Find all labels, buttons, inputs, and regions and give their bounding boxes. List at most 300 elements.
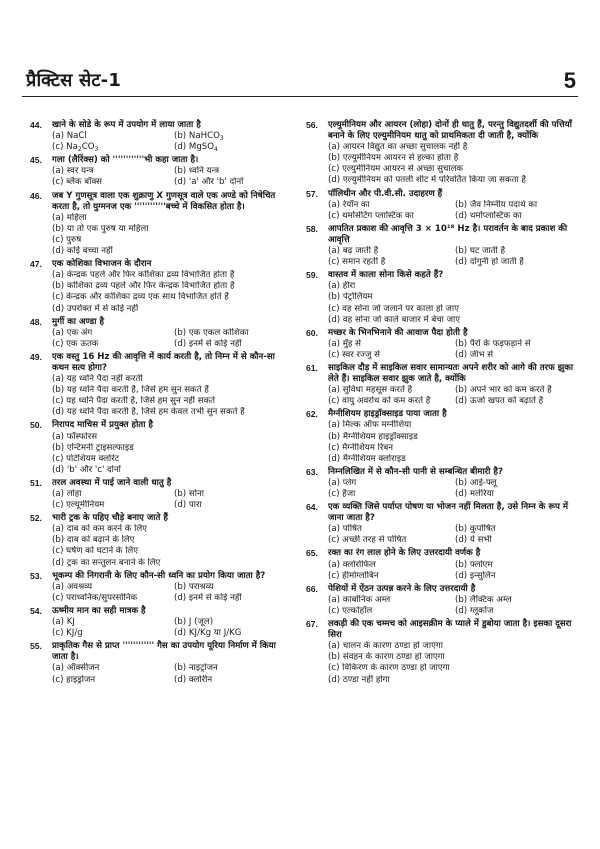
question-block (306, 224, 578, 268)
question-number: 63. (306, 466, 318, 477)
option-item (455, 560, 578, 571)
option-label: (a) (328, 559, 340, 570)
option-label: (b) (455, 385, 468, 396)
option-label: (c) (328, 210, 340, 221)
option-label: (a) (328, 281, 340, 292)
option-text: थर्मोसेटिंग प्लास्टिक का (342, 210, 414, 221)
option-label: (d) (174, 177, 187, 188)
option-text: अवश्रव्य (66, 581, 93, 592)
option-label: (a) (52, 581, 64, 592)
option-text: संवहन के कारण ठण्डा हो जाएगा (342, 652, 445, 663)
option-text: ये सभी (469, 535, 492, 546)
option-label: (a) (328, 246, 340, 257)
option-label: (d) (52, 464, 65, 475)
options-list (328, 478, 578, 500)
options-list (52, 489, 292, 511)
options-list (52, 270, 292, 314)
option-text: यह ध्वनि पैदा नहीं करती (66, 374, 143, 385)
option-label: (d) (455, 257, 468, 268)
question-block (306, 467, 578, 500)
option-item (328, 350, 451, 361)
option-text: केन्द्रक पहले और फिर कोशिका द्रव्य विभाजित होता है (66, 270, 235, 281)
option-item (328, 663, 578, 674)
option-text: एक एकल कोशिका (188, 327, 249, 338)
option-label: (d) (328, 175, 341, 186)
option-item (52, 304, 292, 315)
question-block (30, 120, 292, 153)
option-text: पोटेशियम क्लोरेट (66, 453, 120, 464)
option-item (174, 339, 292, 350)
page-title: प्रैक्टिस सेट-1 (26, 70, 122, 91)
option-item (174, 142, 292, 153)
option-text: इनमें से कोई नहीं (188, 592, 242, 603)
question-number: 52. (30, 513, 42, 524)
option-label: (a) (52, 270, 64, 281)
question-block (306, 120, 578, 187)
option-item (455, 200, 578, 211)
option-text: महिला (66, 212, 87, 223)
option-label: (a) (328, 142, 340, 153)
option-label: (b) (174, 327, 187, 338)
option-label: (b) (174, 166, 187, 177)
option-text: फ्लोएम (469, 559, 493, 570)
options-list (328, 385, 578, 407)
option-item (328, 432, 578, 443)
option-label: (d) (455, 349, 468, 360)
option-item (52, 328, 170, 339)
option-item (174, 489, 292, 500)
option-item (52, 432, 292, 443)
option-item (52, 500, 170, 511)
option-label: (d) (174, 674, 187, 685)
options-list (328, 142, 578, 186)
question-number: 56. (306, 120, 318, 130)
options-list (328, 246, 578, 268)
option-label: (d) (455, 605, 468, 616)
option-item (328, 246, 451, 257)
option-text: कोई बच्चा नहीं (66, 246, 113, 257)
options-list (52, 374, 292, 418)
option-item (174, 500, 292, 511)
option-text: KJ/Kg या J/KG (188, 628, 242, 639)
option-text: मलेरिया (469, 489, 494, 499)
option-label: (a) (52, 327, 64, 338)
option-text: हीरा (342, 281, 356, 292)
question-text: मुर्गी का अण्डा है (52, 316, 105, 327)
option-label: (c) (328, 396, 340, 407)
question-text: पेशियों में ऐंठन उत्पन्न करने के लिए उत्तरदायी है (328, 583, 476, 594)
question-number: 67. (306, 619, 318, 630)
option-item (455, 385, 578, 396)
question-text: तरल अवस्था में पाई जाने वाली धातु है (52, 477, 172, 488)
option-label: (b) (328, 652, 341, 663)
option-text: ग्लूकोज (469, 605, 494, 616)
option-text: कुपोषित (469, 524, 496, 535)
options-list (328, 420, 578, 464)
option-text: स्वर यन्त्र (66, 166, 94, 177)
option-label: (c) (52, 142, 64, 153)
question-number: 54. (30, 605, 42, 616)
option-item (52, 443, 292, 454)
question-block (30, 155, 292, 188)
option-label: (d) (174, 628, 187, 639)
option-text: घर्षण को घटाने के लिए (66, 546, 138, 557)
left-column (30, 120, 292, 688)
option-text: इन्सुलिन (469, 570, 496, 581)
option-label: (c) (52, 453, 64, 464)
option-label: (a) (52, 663, 64, 674)
question-text: प्राकृतिक गैस से प्राप्त '''''''''''' गैस का उपयोग यूरिया निर्माण में किया जाता है। (52, 641, 276, 663)
option-item (52, 535, 292, 546)
option-item (52, 465, 292, 476)
question-number: 51. (30, 477, 42, 488)
question-number: 62. (306, 409, 318, 420)
question-text: साइकिल दौड़ में साइकिल सवार सामान्यतः अपने शरीर को आगे की तरफ झुका लेते हैं। साइकिल सवार झुक जाते है, क्योंकि (328, 362, 574, 385)
option-text: प्लेग (342, 477, 357, 488)
option-text: अपने भार को कम करते है (469, 385, 552, 396)
option-item (328, 595, 451, 606)
option-text: वह सोना जो जलाने पर काला हो जाए (342, 303, 459, 314)
question-block (30, 191, 292, 258)
option-item (174, 166, 292, 177)
option-label: (d) (174, 592, 187, 603)
option-subscript: 2 (77, 146, 82, 154)
option-item (174, 628, 292, 639)
options-list (52, 524, 292, 568)
option-label: (b) (174, 581, 187, 592)
question-number: 48. (30, 316, 42, 327)
option-text: जीभ से (469, 349, 494, 360)
option-item (52, 675, 170, 686)
question-number: 45. (30, 155, 42, 166)
option-item (328, 675, 578, 686)
question-block (30, 478, 292, 511)
option-text: मैग्नीशियम क्लोराइड (342, 453, 406, 464)
option-text: हाइड्रोजन (66, 674, 96, 685)
option-label: (b) (52, 281, 65, 292)
question-number: 46. (30, 190, 42, 201)
option-label: (b) (52, 535, 65, 546)
option-item (52, 546, 292, 557)
option-label: (c) (52, 177, 64, 188)
option-text: आई-फ्लू (469, 477, 497, 488)
option-label: (b) (52, 223, 65, 234)
option-label: (b) (455, 559, 468, 570)
option-text: नाइट्रोजन (188, 663, 218, 674)
option-label: (c) (328, 257, 340, 268)
option-item (52, 142, 170, 153)
option-text: पारा (188, 500, 202, 511)
option-label: (a) (328, 477, 340, 488)
option-text: J (जूल) (188, 617, 214, 628)
option-label: (a) (52, 131, 64, 142)
option-label: (c) (328, 442, 340, 453)
option-text: या तो एक पुरुष या महिला (66, 223, 149, 234)
option-item (455, 571, 578, 582)
option-item (328, 535, 451, 546)
option-label: (b) (328, 292, 341, 303)
option-text: एल्युमीनियम को पतली शीट में परिवर्तित किया जा सकता है (342, 175, 526, 186)
option-text: NaCl (66, 131, 87, 142)
option-text: ध्वनि यन्त्र (188, 166, 220, 177)
option-label: (d) (455, 396, 468, 407)
options-list (328, 595, 578, 617)
option-label: (a) (328, 338, 340, 349)
question-block (30, 606, 292, 639)
option-label: (c) (52, 500, 64, 511)
option-label: (c) (328, 489, 340, 499)
option-label: (a) (328, 524, 340, 535)
option-item (328, 304, 578, 315)
option-text: 'a' और 'b' दोनों (188, 177, 244, 188)
options-list (328, 200, 578, 222)
option-text: हीमोग्लोबिन (342, 570, 379, 581)
question-number: 59. (306, 270, 318, 281)
question-block (30, 641, 292, 685)
option-text: दोगुनी हो जाती है (469, 257, 524, 268)
option-label: (b) (52, 442, 65, 453)
option-text: घट जाती है (469, 246, 506, 257)
options-list (328, 641, 578, 685)
option-label: (c) (328, 303, 340, 314)
question-block (30, 317, 292, 350)
option-text: KJ/g (66, 628, 83, 639)
option-item (52, 281, 292, 292)
question-text: जब Y गुणसूत्र वाला एक शुक्राणु X गुणसूत्र वाले एक अण्डे को निषेचित करता है, तो युग्मनज एक ''''''''''''बच्चे में विकसित होता है। (52, 190, 276, 212)
question-block (306, 328, 578, 361)
option-item (52, 582, 170, 593)
option-text: MgSO (188, 142, 214, 153)
option-label: (c) (328, 535, 340, 546)
option-label: (a) (52, 374, 64, 385)
option-item (328, 292, 578, 303)
option-text: पराध्वनिक/सुपरसोनिक (66, 592, 138, 603)
question-block (30, 571, 292, 604)
option-item (174, 663, 292, 674)
option-item (328, 164, 578, 175)
option-label: (b) (455, 524, 468, 535)
option-label: (c) (328, 349, 340, 360)
option-label: (b) (174, 131, 187, 142)
option-label: (d) (174, 500, 187, 511)
option-label: (d) (455, 489, 468, 499)
option-label: (b) (328, 153, 341, 164)
option-label: (a) (328, 385, 340, 396)
option-label: (a) (328, 641, 340, 652)
option-label: (c) (52, 292, 64, 303)
option-text: लोहा (66, 489, 82, 499)
option-text: थर्मोप्लास्टिक का (469, 210, 522, 221)
option-text: चालन के कारण ठण्डा हो जाएगा (342, 641, 443, 652)
option-item (328, 606, 451, 617)
option-label: (d) (328, 453, 341, 464)
question-text: गला (लैरिंक्स) को ''''''''''''भी कहा जाता है। (52, 155, 199, 166)
option-item (52, 235, 292, 246)
option-label: (a) (52, 212, 64, 223)
option-item (52, 166, 170, 177)
question-text: आपतित प्रकाश की आवृत्ति 3 × 10¹⁸ Hz है। परावर्तन के बाद प्रकाश की आवृत्ति (328, 223, 568, 245)
option-text: कार्बोनिक अम्ल (342, 594, 391, 605)
question-number: 57. (306, 188, 318, 199)
options-list (52, 617, 292, 639)
option-label: (b) (455, 477, 468, 488)
question-text: निरापद माचिस में प्रयुक्त होता है (52, 420, 153, 431)
option-text: केन्द्रक और कोशिका द्रव्य एक साथ विभाजित होते हैं (66, 292, 229, 303)
option-subscript: 3 (219, 135, 224, 143)
options-list (328, 560, 578, 582)
question-block (306, 189, 578, 222)
option-text: दाब को बढ़ाने के लिए (66, 535, 135, 546)
option-label: (a) (328, 199, 340, 210)
option-item (328, 339, 451, 350)
options-list (52, 582, 292, 604)
option-item (455, 489, 578, 500)
question-block (306, 548, 578, 581)
question-number: 66. (306, 583, 318, 594)
option-label: (d) (52, 557, 65, 568)
option-text: वायु अवरोध को कम करते है (342, 396, 431, 407)
question-number: 44. (30, 120, 42, 130)
option-label: (b) (174, 663, 187, 674)
option-text: सोना (188, 489, 204, 499)
option-item (455, 257, 578, 268)
option-text: ठण्डा नहीं होगा (342, 674, 390, 685)
question-number: 60. (306, 327, 318, 338)
option-item (455, 211, 578, 222)
option-item (52, 339, 170, 350)
option-text: एल्युमीनियम आयरन से हल्का होता है (342, 153, 459, 164)
question-text: ऊष्मीय मान का सही मात्रक है (52, 605, 146, 616)
option-label: (c) (52, 628, 64, 639)
option-label: (d) (455, 535, 468, 546)
option-item (52, 454, 292, 465)
option-item (52, 270, 292, 281)
option-label: (d) (455, 210, 468, 221)
option-text: NaHCO (188, 131, 220, 142)
option-label: (b) (328, 431, 341, 442)
option-label: (a) (52, 431, 64, 442)
question-text: एक वस्तु 16 Hz की आवृत्ति में कार्य करती है, तो निम्न में से कौन-सा कथन सत्य होगा? (52, 351, 275, 373)
option-item (174, 582, 292, 593)
option-label: (d) (52, 246, 65, 257)
option-item (328, 385, 451, 396)
question-number: 53. (30, 570, 42, 581)
question-number: 55. (30, 641, 42, 652)
option-text: यह ध्वनि पैदा करती है, जिसे हम केवल तभी सुन सकते हैं (66, 407, 245, 418)
question-text: एल्युमीनियम और आयरन (लोहा) दोनों ही धातु हैं, परन्तु विद्युतदर्शी की पत्तियाँ बनाने के लिए एल्युमीनियम धातु को प्राथमिकता दी जाती है, क्योंकि (328, 120, 572, 142)
question-number: 64. (306, 502, 318, 513)
option-text: यह ध्वनि पैदा करती है, जिसे हम सुन सकते हैं (66, 385, 209, 396)
options-list (328, 339, 578, 361)
option-item (52, 177, 170, 188)
question-number: 58. (306, 223, 318, 234)
option-label: (d) (52, 407, 65, 418)
question-text: भारी ट्रक के पहिए चौड़े बनाए जाते हैं (52, 513, 168, 524)
option-item (52, 224, 292, 235)
option-text: पेट्रोलियम (342, 292, 373, 303)
option-text: रेयॉन का (342, 199, 370, 210)
option-item (328, 281, 578, 292)
right-column (306, 120, 578, 688)
question-number: 49. (30, 351, 42, 362)
option-item (52, 407, 292, 418)
option-text: लैक्टिक अम्ल (469, 594, 512, 605)
question-block (306, 409, 578, 464)
option-text: यह ध्वनि पैदा करती है, जिसे हम सुन नहीं सकते (66, 396, 216, 407)
option-item (328, 489, 451, 500)
option-text: आयरन विद्युत का अच्छा सुचालक नहीं है (342, 142, 468, 153)
option-text: एल्युमीनियम आयरन से अच्छा सुचालक (342, 164, 464, 175)
option-label: (d) (174, 142, 187, 153)
option-label: (b) (174, 489, 187, 499)
option-item (328, 560, 451, 571)
option-text: 'b' और 'c' दोनों (66, 464, 121, 475)
options-list (52, 663, 292, 685)
option-text: इनमें से कोई नहीं (188, 338, 242, 349)
option-item (174, 328, 292, 339)
option-item (455, 350, 578, 361)
question-text: रक्त का रंग लाल होने के लिए उत्तरदायी वर्णक है (328, 548, 481, 559)
options-list (52, 131, 292, 153)
option-text: क्लोरोफिल (342, 559, 376, 570)
option-item (455, 339, 578, 350)
option-text: बढ़ जाती है (342, 246, 379, 257)
options-list (52, 432, 292, 476)
option-text: एक ऊतक (66, 338, 99, 349)
option-label: (d) (455, 570, 468, 581)
option-label: (c) (328, 570, 340, 581)
option-item (328, 524, 451, 535)
option-label: (d) (328, 674, 341, 685)
option-text: विकिरण के कारण ठण्डा हो जाएगा (342, 663, 450, 674)
option-label: (b) (174, 617, 187, 628)
option-item (328, 652, 578, 663)
option-text: जैव निम्नीय पदार्थ का (469, 199, 538, 210)
option-text: पुरुष (66, 234, 82, 245)
options-list (52, 213, 292, 257)
option-label: (b) (455, 338, 468, 349)
option-text: ब्लैक बॉक्स (66, 177, 102, 188)
option-item (328, 454, 578, 465)
option-item (328, 257, 451, 268)
question-block (30, 420, 292, 475)
option-label: (c) (52, 546, 64, 557)
option-item (328, 641, 578, 652)
option-item (455, 595, 578, 606)
question-number: 61. (306, 362, 318, 373)
option-label: (d) (52, 303, 65, 314)
option-item (328, 175, 578, 186)
option-label: (c) (52, 396, 64, 407)
option-text: पराश्रव्य (188, 581, 214, 592)
option-label: (c) (52, 338, 64, 349)
question-text: वास्तव में काला सोना किसे कहते हैं? (328, 270, 444, 281)
option-label: (b) (455, 594, 468, 605)
option-item (328, 200, 451, 211)
option-text: कोशिका द्रव्य पहले और फिर केन्द्रक विभाजित होता है (66, 281, 235, 292)
option-item (328, 420, 578, 431)
option-label: (b) (455, 199, 468, 210)
option-text: समान रहती है (342, 257, 386, 268)
options-list (52, 166, 292, 188)
option-item (52, 558, 292, 569)
option-text: एल्कोहॉल (342, 605, 373, 616)
question-block (306, 270, 578, 325)
option-item (328, 571, 451, 582)
option-item (52, 246, 292, 257)
option-label: (c) (328, 605, 340, 616)
option-text: पोषित (342, 524, 362, 535)
